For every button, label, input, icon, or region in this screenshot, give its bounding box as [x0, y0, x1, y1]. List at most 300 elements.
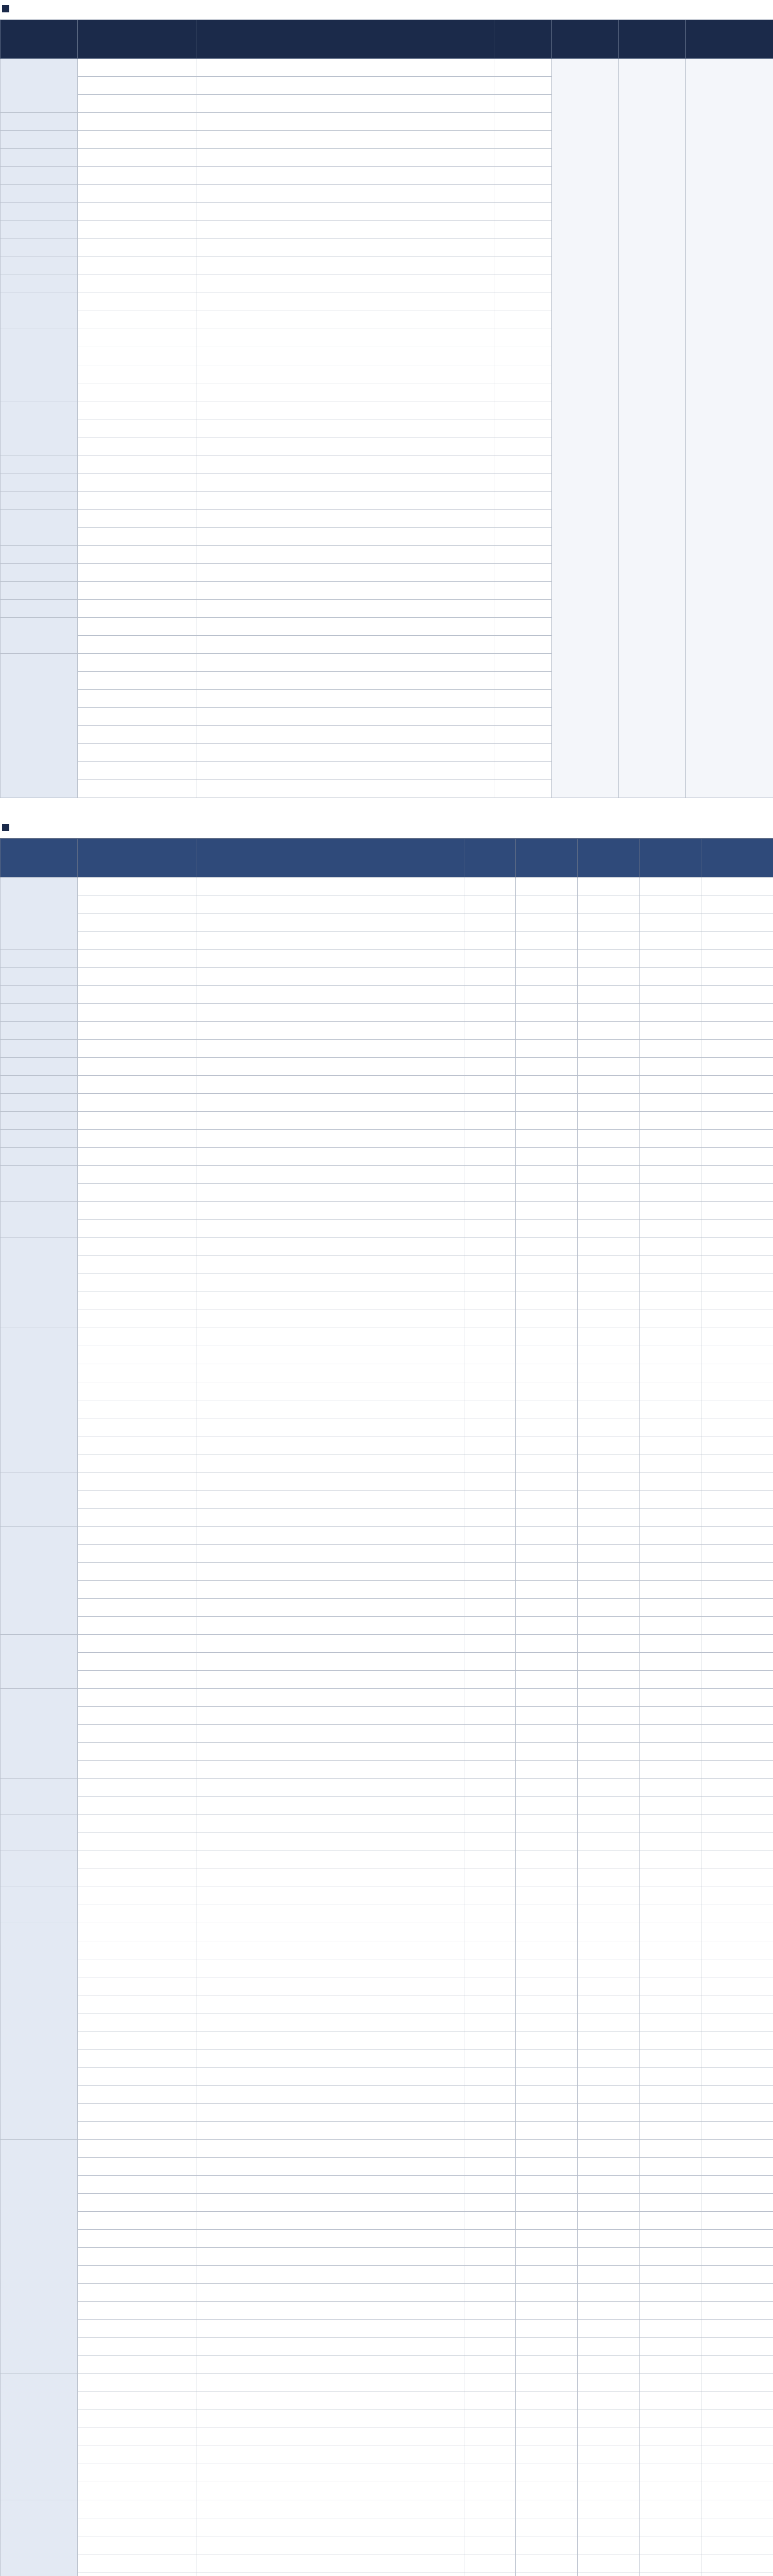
row-test-item [78, 654, 196, 672]
row-description [196, 2031, 464, 2049]
row-remark [701, 950, 773, 968]
package-c-cell [640, 1761, 701, 1779]
row-description [196, 1076, 464, 1094]
row-remark [701, 1941, 773, 1959]
package-b-cell [578, 2482, 640, 2500]
package-b-cell [578, 913, 640, 931]
row-price [464, 1833, 516, 1851]
row-remark [701, 1851, 773, 1869]
row-description [196, 895, 464, 913]
table-row [1, 2482, 773, 2500]
package-b-cell [578, 2266, 640, 2284]
row-test-item [78, 347, 196, 365]
package-c-cell [640, 1941, 701, 1959]
row-description [196, 2320, 464, 2338]
row-category [1, 113, 78, 131]
row-description [196, 2518, 464, 2536]
package-b-cell [578, 1058, 640, 1076]
package-c-cell [640, 2572, 701, 2576]
table-row [1, 1184, 773, 1202]
row-remark [701, 1472, 773, 1490]
row-description [196, 401, 495, 419]
row-test-item [78, 185, 196, 203]
row-description [196, 2500, 464, 2518]
row-remark [701, 2049, 773, 2067]
row-test-item [78, 1364, 196, 1382]
row-remark [701, 1689, 773, 1707]
row-remark [701, 1707, 773, 1725]
package-a-cell [516, 1202, 578, 1220]
package-b-cell [578, 1022, 640, 1040]
row-test-item [78, 1635, 196, 1653]
row-description [196, 2194, 464, 2212]
table-row [1, 2248, 773, 2266]
row-test-item [78, 2320, 196, 2338]
row-test-item [78, 1527, 196, 1545]
row-price [495, 726, 552, 744]
row-price [495, 239, 552, 257]
row-remark [701, 2104, 773, 2122]
table-row [1, 1256, 773, 1274]
row-test-item [78, 636, 196, 654]
row-description [196, 1004, 464, 1022]
table-row [1, 877, 773, 895]
row-test-item [78, 149, 196, 167]
row-remark [701, 1815, 773, 1833]
row-test-item [78, 1004, 196, 1022]
row-description [196, 113, 495, 131]
package-c-cell [640, 1148, 701, 1166]
package-b-cell [578, 1076, 640, 1094]
table-row [1, 2158, 773, 2176]
row-price [495, 257, 552, 275]
row-test-item [78, 968, 196, 986]
package-b-cell [578, 986, 640, 1004]
row-test-item [78, 2392, 196, 2410]
row-description [196, 1797, 464, 1815]
table-row [1, 2049, 773, 2067]
row-test-item [78, 2536, 196, 2554]
row-price [464, 2086, 516, 2104]
package-a-cell [516, 1490, 578, 1509]
row-price [495, 546, 552, 564]
row-description [196, 654, 495, 672]
row-description [196, 2446, 464, 2464]
table-row [1, 1995, 773, 2013]
package-b-cell [578, 2140, 640, 2158]
row-test-item [78, 492, 196, 510]
row-price [464, 1166, 516, 1184]
package-a-cell [516, 2356, 578, 2374]
package-b-cell [578, 1527, 640, 1545]
table-header-row [1, 20, 773, 59]
row-remark [701, 2446, 773, 2464]
row-test-item [78, 1905, 196, 1923]
row-price [464, 2302, 516, 2320]
row-remark [701, 2266, 773, 2284]
row-remark [701, 2248, 773, 2266]
row-category [1, 654, 78, 798]
col-header-item [78, 20, 196, 59]
col-header-category [1, 20, 78, 59]
package-b-cell [578, 1905, 640, 1923]
row-test-item [78, 2248, 196, 2266]
row-category [1, 1815, 78, 1851]
package-a-cell [516, 1671, 578, 1689]
table-header-row [1, 839, 773, 877]
row-remark [701, 2356, 773, 2374]
row-test-item [78, 1058, 196, 1076]
row-price [495, 383, 552, 401]
package-a-cell [516, 1382, 578, 1400]
row-test-item [78, 1761, 196, 1779]
row-test-item [78, 1238, 196, 1256]
package-a-cell [516, 1905, 578, 1923]
table-row [1, 2140, 773, 2158]
row-description [196, 1509, 464, 1527]
row-test-item [78, 1220, 196, 1238]
package-a-cell [516, 1995, 578, 2013]
row-test-item [78, 1509, 196, 1527]
row-price [464, 895, 516, 913]
row-remark [701, 1617, 773, 1635]
row-price [464, 2356, 516, 2374]
row-description [196, 1689, 464, 1707]
row-remark [701, 2320, 773, 2338]
row-description [196, 2284, 464, 2302]
package-c-cell [640, 2482, 701, 2500]
row-remark [701, 1599, 773, 1617]
row-test-item [78, 1400, 196, 1418]
package-c-cell [640, 1653, 701, 1671]
row-category [1, 257, 78, 275]
row-description [196, 419, 495, 437]
row-test-item [78, 2482, 196, 2500]
package-c-cell [640, 1581, 701, 1599]
row-remark [701, 1094, 773, 1112]
package-b-cell [578, 895, 640, 913]
package-b-cell [578, 1509, 640, 1527]
table-row [1, 1653, 773, 1671]
row-category [1, 1202, 78, 1238]
row-price [464, 2446, 516, 2464]
row-price [495, 329, 552, 347]
row-remark [701, 1995, 773, 2013]
table-row [1, 1797, 773, 1815]
row-category [1, 1004, 78, 1022]
row-price [464, 1959, 516, 1977]
row-description [196, 455, 495, 473]
package-b-cell [578, 1256, 640, 1274]
row-test-item [78, 931, 196, 950]
table-row [1, 1418, 773, 1436]
row-test-item [78, 113, 196, 131]
table-row [1, 2086, 773, 2104]
row-category [1, 1472, 78, 1527]
package-b-cell [578, 2031, 640, 2049]
row-description [196, 950, 464, 968]
row-description [196, 2482, 464, 2500]
table-row [1, 1815, 773, 1833]
package-b-cell [578, 1364, 640, 1382]
package-c-cell [640, 2284, 701, 2302]
package-b-cell [578, 1400, 640, 1418]
package-a-cell [516, 2212, 578, 2230]
row-price [464, 1581, 516, 1599]
row-test-item [78, 2104, 196, 2122]
row-description [196, 528, 495, 546]
row-description [196, 1815, 464, 1833]
package-b-cell [578, 2176, 640, 2194]
package-a-selection [552, 59, 619, 798]
row-price [495, 293, 552, 311]
row-test-item [78, 2067, 196, 2086]
row-category [1, 1851, 78, 1887]
package-c-cell [640, 1527, 701, 1545]
package-b-cell [578, 1833, 640, 1851]
row-remark [701, 2230, 773, 2248]
table-row [1, 1671, 773, 1689]
table-row [1, 1761, 773, 1779]
row-description [196, 2230, 464, 2248]
row-description [196, 221, 495, 239]
row-remark [701, 2392, 773, 2410]
row-category [1, 1238, 78, 1328]
row-description [196, 59, 495, 77]
package-b-cell [578, 1238, 640, 1256]
row-description [196, 2302, 464, 2320]
row-category [1, 986, 78, 1004]
row-price [464, 1238, 516, 1256]
package-a-cell [516, 1797, 578, 1815]
row-test-item [78, 877, 196, 895]
row-remark [701, 1959, 773, 1977]
row-remark [701, 1220, 773, 1238]
row-test-item [78, 690, 196, 708]
package-b-cell [578, 1815, 640, 1833]
package-a-cell [516, 2104, 578, 2122]
package-a-cell [516, 2013, 578, 2031]
table-row [1, 1707, 773, 1725]
row-price [464, 2554, 516, 2572]
table-row [1, 1292, 773, 1310]
row-category [1, 492, 78, 510]
package-a-cell [516, 1653, 578, 1671]
package-b-cell [578, 2500, 640, 2518]
package-a-cell [516, 1869, 578, 1887]
package-c-cell [640, 1454, 701, 1472]
row-description [196, 239, 495, 257]
row-remark [701, 2554, 773, 2572]
row-category [1, 239, 78, 257]
row-remark [701, 1833, 773, 1851]
package-b-cell [578, 2013, 640, 2031]
row-price [464, 1418, 516, 1436]
package-b-cell [578, 1869, 640, 1887]
table-row [1, 1941, 773, 1959]
row-description [196, 2338, 464, 2356]
package-b-cell [578, 1653, 640, 1671]
row-test-item [78, 455, 196, 473]
row-description [196, 1130, 464, 1148]
row-remark [701, 1400, 773, 1418]
row-remark [701, 931, 773, 950]
selective-table-body [1, 59, 773, 798]
row-test-item [78, 1671, 196, 1689]
row-price [464, 2230, 516, 2248]
row-test-item [78, 780, 196, 798]
row-category [1, 877, 78, 950]
row-price [464, 1527, 516, 1545]
row-price [464, 2248, 516, 2266]
row-description [196, 1959, 464, 1977]
row-category [1, 1166, 78, 1202]
row-test-item [78, 131, 196, 149]
row-price [495, 528, 552, 546]
package-a-cell [516, 1761, 578, 1779]
row-remark [701, 2374, 773, 2392]
row-test-item [78, 510, 196, 528]
table-row [1, 1238, 773, 1256]
row-test-item [78, 986, 196, 1004]
package-a-cell [516, 2194, 578, 2212]
package-c-cell [640, 1346, 701, 1364]
row-price [464, 1202, 516, 1220]
row-price [464, 1599, 516, 1617]
table-row [1, 1509, 773, 1527]
package-c-cell [640, 1400, 701, 1418]
package-c-cell [640, 2266, 701, 2284]
table-row [1, 1346, 773, 1364]
row-category [1, 950, 78, 968]
row-description [196, 2536, 464, 2554]
row-test-item [78, 1887, 196, 1905]
row-description [196, 383, 495, 401]
row-remark [701, 2536, 773, 2554]
package-a-cell [516, 1581, 578, 1599]
package-a-cell [516, 1400, 578, 1418]
row-category [1, 203, 78, 221]
row-description [196, 1220, 464, 1238]
row-description [196, 510, 495, 528]
row-price [464, 1184, 516, 1202]
package-c-cell [640, 2176, 701, 2194]
row-description [196, 203, 495, 221]
col-header-item [78, 839, 196, 877]
package-b-cell [578, 1545, 640, 1563]
row-description [196, 1725, 464, 1743]
row-price [464, 1617, 516, 1635]
package-a-cell [516, 1959, 578, 1977]
row-category [1, 221, 78, 239]
table-row [1, 931, 773, 950]
package-a-cell [516, 1364, 578, 1382]
package-b-cell [578, 1689, 640, 1707]
row-price [464, 2572, 516, 2576]
package-a-cell [516, 2158, 578, 2176]
row-description [196, 1022, 464, 1040]
row-remark [701, 1887, 773, 1905]
row-description [196, 77, 495, 95]
row-price [464, 1022, 516, 1040]
row-test-item [78, 1310, 196, 1328]
row-description [196, 1058, 464, 1076]
row-remark [701, 2338, 773, 2356]
table-row [1, 2266, 773, 2284]
row-description [196, 1454, 464, 1472]
package-b-cell [578, 1851, 640, 1869]
package-a-cell [516, 2031, 578, 2049]
row-test-item [78, 1436, 196, 1454]
table-row [1, 1364, 773, 1382]
table-row [1, 1040, 773, 1058]
row-test-item [78, 950, 196, 968]
row-description [196, 1887, 464, 1905]
row-price [495, 780, 552, 798]
row-price [464, 1256, 516, 1274]
section-title-basic [0, 819, 773, 836]
table-row [1, 1094, 773, 1112]
row-category [1, 1022, 78, 1040]
table-row [1, 1166, 773, 1184]
basic-table-body [1, 877, 773, 2576]
table-row [1, 2410, 773, 2428]
package-a-cell [516, 1707, 578, 1725]
row-test-item [78, 2356, 196, 2374]
table-row [1, 1490, 773, 1509]
package-a-cell [516, 931, 578, 950]
package-a-cell [516, 1779, 578, 1797]
package-b-cell [578, 2518, 640, 2536]
row-test-item [78, 1959, 196, 1977]
row-test-item [78, 1851, 196, 1869]
package-b-cell [578, 2158, 640, 2176]
row-test-item [78, 95, 196, 113]
row-remark [701, 2158, 773, 2176]
selective-test-table [0, 20, 773, 798]
row-description [196, 1905, 464, 1923]
package-a-cell [516, 1454, 578, 1472]
table-row [1, 2320, 773, 2338]
row-description [196, 636, 495, 654]
package-c-cell [640, 2067, 701, 2086]
package-a-cell [516, 2392, 578, 2410]
row-description [196, 986, 464, 1004]
package-a-cell [516, 1689, 578, 1707]
row-remark [701, 1743, 773, 1761]
row-remark [701, 1310, 773, 1328]
row-remark [701, 1346, 773, 1364]
col-header-price [495, 20, 552, 59]
row-test-item [78, 2500, 196, 2518]
row-test-item [78, 437, 196, 455]
package-b-cell [578, 1797, 640, 1815]
row-description [196, 1328, 464, 1346]
row-remark [701, 2067, 773, 2086]
package-a-cell [516, 1851, 578, 1869]
row-price [495, 708, 552, 726]
row-remark [701, 2302, 773, 2320]
row-price [464, 2428, 516, 2446]
package-a-cell [516, 1472, 578, 1490]
package-a-cell [516, 1923, 578, 1941]
row-price [464, 2464, 516, 2482]
row-description [196, 1310, 464, 1328]
row-remark [701, 1238, 773, 1256]
package-c-cell [640, 1851, 701, 1869]
package-b-cell [578, 1166, 640, 1184]
table-row [1, 1148, 773, 1166]
